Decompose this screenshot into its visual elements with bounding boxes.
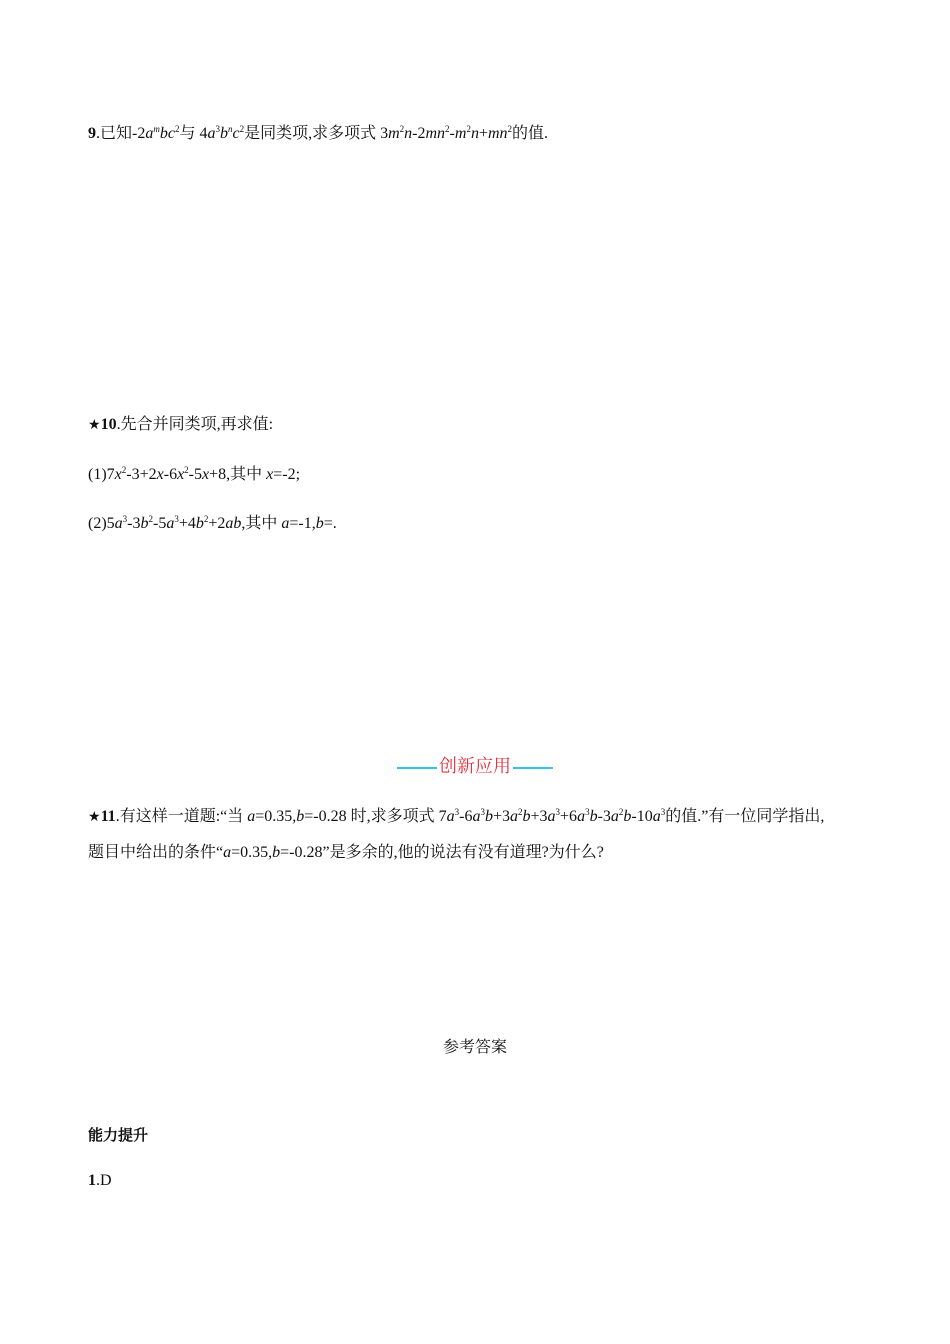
text: 与 4 bbox=[179, 125, 208, 142]
answers-subtitle: 能力提升 bbox=[88, 1126, 149, 1144]
exp: 2 bbox=[203, 514, 209, 524]
exp: 3 bbox=[454, 807, 460, 817]
text: +6 bbox=[560, 808, 578, 825]
text: +3 bbox=[530, 808, 548, 825]
text: .先合并同类项,再求值: bbox=[116, 416, 274, 433]
exp: 3 bbox=[480, 807, 485, 817]
text: 题目中给出的条件“ bbox=[88, 844, 224, 861]
var: a bbox=[446, 808, 455, 825]
var: n bbox=[404, 125, 413, 142]
var: b bbox=[589, 808, 598, 825]
exp: 2 bbox=[239, 124, 245, 134]
question-10-part-2 bbox=[88, 514, 337, 534]
exp: 2 bbox=[399, 124, 405, 134]
text: -6 bbox=[459, 808, 473, 825]
exp: 3 bbox=[660, 807, 666, 817]
question-11-line-1 bbox=[88, 807, 824, 827]
text: -5 bbox=[152, 515, 167, 532]
var: b bbox=[315, 515, 324, 532]
divider-right bbox=[513, 767, 553, 769]
var: a bbox=[547, 808, 556, 825]
question-9 bbox=[88, 124, 548, 144]
text: 的值.”有一位同学指出, bbox=[665, 808, 825, 825]
answers-title: 参考答案 bbox=[442, 1039, 507, 1056]
text: - bbox=[449, 125, 455, 142]
var: n bbox=[470, 125, 479, 142]
var: b bbox=[296, 808, 305, 825]
var: a bbox=[472, 808, 481, 825]
var: mn bbox=[487, 125, 508, 142]
var: a bbox=[510, 808, 518, 825]
exp: 3 bbox=[585, 807, 590, 817]
text: =. bbox=[323, 515, 337, 532]
question-number: 11 bbox=[100, 808, 116, 825]
section-title: 创新应用 bbox=[439, 756, 511, 776]
text: -3 bbox=[127, 515, 141, 532]
exp: 2 bbox=[518, 807, 523, 817]
var: b bbox=[484, 808, 493, 825]
var: bc bbox=[159, 125, 175, 142]
exp: 2 bbox=[121, 465, 127, 475]
var: mn bbox=[425, 125, 446, 142]
text: +8,其中 bbox=[209, 466, 267, 483]
text: =0.35, bbox=[231, 844, 273, 861]
var: b bbox=[195, 515, 204, 532]
var: ab bbox=[225, 515, 242, 532]
var: a bbox=[207, 125, 216, 142]
question-10-title bbox=[88, 415, 273, 435]
text: ,其中 bbox=[241, 515, 282, 532]
exp: 3 bbox=[122, 514, 128, 524]
text: .有这样一道题:“当 bbox=[115, 808, 248, 825]
answer-text: .D bbox=[96, 1172, 112, 1189]
var: a bbox=[145, 125, 154, 142]
question-10-part-1 bbox=[88, 465, 300, 485]
var: x bbox=[114, 466, 122, 483]
exp: 2 bbox=[445, 124, 450, 134]
var: x bbox=[177, 466, 185, 483]
text: +3 bbox=[492, 808, 510, 825]
text: -3 bbox=[597, 808, 611, 825]
question-11-line-2 bbox=[88, 843, 604, 863]
text: (1)7 bbox=[88, 466, 115, 483]
text: =-0.28 时,求多项式 7 bbox=[304, 808, 447, 825]
var: b bbox=[272, 844, 281, 861]
exp: 3 bbox=[174, 514, 179, 524]
text: + bbox=[478, 125, 488, 142]
text: -6 bbox=[163, 466, 178, 483]
var: a bbox=[610, 808, 619, 825]
text: =-2; bbox=[273, 466, 301, 483]
question-number: 9 bbox=[88, 125, 96, 142]
text: -2 bbox=[412, 125, 426, 142]
text: +4 bbox=[178, 515, 196, 532]
text: =-0.28”是多余的,他的说法有没有道理?为什么? bbox=[280, 844, 604, 861]
section-header bbox=[0, 755, 950, 777]
text: +2 bbox=[208, 515, 226, 532]
answer-number: 1 bbox=[88, 1172, 96, 1189]
exp: 2 bbox=[174, 124, 180, 134]
text: -5 bbox=[188, 466, 202, 483]
var: x bbox=[156, 466, 164, 483]
text: 的值. bbox=[512, 125, 549, 142]
text: (2)5 bbox=[88, 515, 115, 532]
exp: 2 bbox=[507, 124, 513, 134]
var: a bbox=[281, 515, 290, 532]
text: =0.35, bbox=[255, 808, 297, 825]
question-number: 10 bbox=[100, 416, 117, 433]
star-icon: ★ bbox=[88, 809, 101, 825]
var: a bbox=[247, 808, 256, 825]
answer-1 bbox=[88, 1171, 112, 1191]
var: b bbox=[219, 125, 228, 142]
var: m bbox=[388, 125, 400, 142]
exp: 2 bbox=[184, 465, 189, 475]
text: =-1, bbox=[289, 515, 316, 532]
exp: n bbox=[227, 124, 233, 134]
exp: 3 bbox=[215, 124, 220, 134]
text: 是同类项,求多项式 3 bbox=[244, 125, 389, 142]
var: b bbox=[522, 808, 531, 825]
var: b bbox=[623, 808, 632, 825]
var: x bbox=[202, 466, 210, 483]
text: -10 bbox=[631, 808, 653, 825]
var: a bbox=[577, 808, 586, 825]
exp: 2 bbox=[618, 807, 624, 817]
var: m bbox=[454, 125, 467, 142]
text: -3+2 bbox=[126, 466, 157, 483]
var: a bbox=[223, 844, 232, 861]
exp: 2 bbox=[148, 514, 153, 524]
var: a bbox=[652, 808, 661, 825]
divider-left bbox=[397, 767, 437, 769]
var: x bbox=[266, 466, 274, 483]
exp: 2 bbox=[466, 124, 471, 134]
exp: m bbox=[153, 124, 160, 134]
var: c bbox=[232, 125, 240, 142]
exp: 3 bbox=[555, 807, 561, 817]
text: .已知-2 bbox=[96, 125, 146, 142]
var: a bbox=[114, 515, 123, 532]
star-icon: ★ bbox=[88, 417, 101, 433]
var: a bbox=[166, 515, 175, 532]
var: b bbox=[140, 515, 149, 532]
